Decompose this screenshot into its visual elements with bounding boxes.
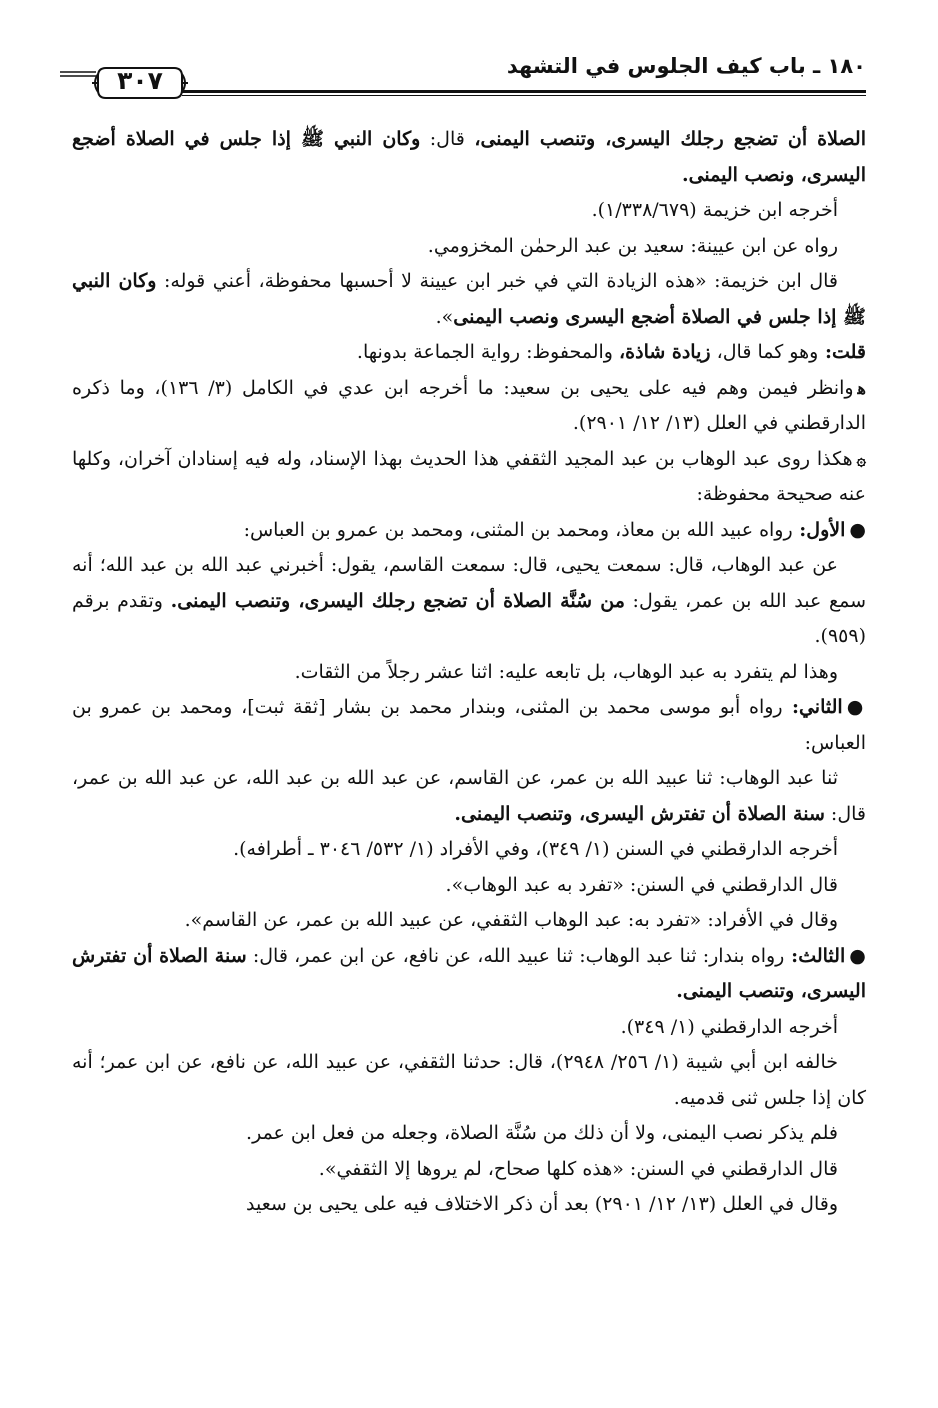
page-header — [72, 50, 866, 98]
text-l16a: الثالث: — [784, 944, 846, 967]
paragraph-2: أخرجه ابن خزيمة (١/٣٣٨/٦٧٩). — [591, 199, 838, 221]
paragraph-20: قال الدارقطني في السنن: «هذه كلها صحاح، لم يروها إلا الثقفي». — [318, 1157, 838, 1180]
bullet-icon: ● — [846, 696, 866, 718]
text-l4b: وكان النبي ﷺ إذا جلس في الصلاة أضجع اليسرى ونصب اليمنى — [72, 270, 866, 328]
text-l9c: وتقدم برقم (٩٥٩). — [72, 589, 866, 647]
text-l9a: عن عبد الوهاب، قال: سمعت يحيى، قال: سمعت القاسم، يقول: أخبرني عبد الله بن عبد الله؛ أنه سمع عبد الله بن عمر، يقول: — [72, 554, 867, 612]
paragraph-21: وقال في العلل (١٣/ ١٢/ ٢٩٠١) بعد أن ذكر الاختلاف فيه على يحيى بن سعيد — [246, 1193, 838, 1215]
text-l8b: رواه عبيد الله بن معاذ، ومحمد بن المثنى، ومحمد بن عمرو بن العباس: — [243, 518, 793, 541]
paragraph-18: خالفه ابن أبي شيبة (١/ ٢٥٦/ ٢٩٤٨)، قال: حدثنا الثقفي، عن عبيد الله، عن نافع، عن ابن عمر؛ أنه كان إذا جلس ثنى قدميه. — [72, 1051, 866, 1109]
paragraph-19: فلم يذكر نصب اليمنى، ولا أن ذلك من سُنَّة الصلاة، وجعله من فعل ابن عمر. — [246, 1122, 838, 1144]
page-number-ornament — [92, 62, 188, 104]
text-l12a: ثنا عبد الوهاب: ثنا عبيد الله بن عمر، عن القاسم، عن عبد الله بن عبد الله، عن عبد الله بن عمر، قال: — [72, 767, 866, 825]
paragraph-6 — [72, 371, 866, 442]
text-l6: وانظر فيمن وهم فيه على يحيى بن سعيد: ما أخرجه ابن عدي في الكامل (٣/ ١٣٦)، وما ذكره الدارقطني في العلل (١٣/ ١٢/ ٢٩٠١). — [72, 376, 866, 434]
text-l12b: سنة الصلاة أن تفترش اليسرى، وتنصب اليمنى. — [454, 802, 825, 825]
header-rule-thick — [182, 90, 866, 93]
section-mark-icon: ﻫ — [857, 378, 866, 398]
text-l4c: ». — [435, 305, 454, 328]
bullet-icon: ● — [849, 518, 866, 541]
paragraph-14: قال الدارقطني في السنن: «تفرد به عبد الوهاب». — [445, 873, 838, 896]
main-text — [72, 122, 866, 1223]
text-l4a: قال ابن خزيمة: «هذه الزيادة التي في خبر ابن عيينة لا أحسبها محفوظة، أعني قوله: — [156, 270, 839, 292]
running-title: ١٨٠ ـ باب كيف الجلوس في التشهد — [506, 54, 866, 78]
text-l11b: رواه أبو موسى محمد بن المثنى، وبندار محمد بن بشار [ثقة ثبت]، ومحمد بن عمرو بن العباس: — [72, 696, 866, 754]
paragraph-7 — [72, 442, 866, 513]
paragraph-4 — [72, 264, 866, 335]
paragraph-16 — [72, 939, 866, 1010]
paragraph-12 — [72, 761, 866, 832]
paragraph-8 — [72, 513, 866, 549]
text-l7: هكذا روى عبد الوهاب بن عبد المجيد الثقفي هذا الحديث بهذا الإسناد، وله فيه إسنادان آخران، وكلها عنه صحيحة محفوظة: — [72, 447, 866, 505]
text-l8a: الأول: — [792, 518, 846, 541]
text-l16c: سنة الصلاة أن تفترش اليسرى، وتنصب اليمنى. — [72, 944, 866, 1002]
text-l16b: رواه بندار: ثنا عبد الوهاب: ثنا عبيد الله، عن نافع، عن ابن عمر، قال: — [246, 944, 785, 967]
paragraph-15: وقال في الأفراد: «تفرد به: عبد الوهاب الثقفي، عن عبيد الله بن عمر، عن القاسم». — [184, 909, 838, 931]
section-star-icon: ۞ — [856, 449, 866, 469]
text-l9b: من سُنَّة الصلاة أن تضجع رجلك اليسرى، وتنصب اليمنى. — [170, 589, 625, 612]
text-l5a: قلت: — [818, 341, 866, 363]
paragraph-13: أخرجه الدارقطني في السنن (١/ ٣٤٩)، وفي الأفراد (١/ ٥٣٢/ ٣٠٤٦ ـ أطرافه). — [233, 838, 838, 860]
paragraph-9 — [72, 548, 866, 655]
text-l1a: الصلاة أن تضجع رجلك اليسرى، وتنصب اليمنى، — [474, 128, 866, 150]
paragraph-11 — [72, 690, 866, 761]
paragraph-10: وهذا لم يتفرد به عبد الوهاب، بل تابعه عليه: اثنا عشر رجلاً من الثقات. — [294, 660, 838, 683]
paragraph-5 — [72, 335, 866, 371]
header-rule-thin — [182, 95, 866, 96]
text-l5b: وهو كما قال، — [710, 341, 819, 363]
bullet-icon: ● — [849, 944, 866, 967]
text-l5d: والمحفوظ: رواية الجماعة بدونها. — [356, 341, 620, 363]
text-l1c: وكان النبي ﷺ إذا جلس في الصلاة أضجع اليسرى، ونصب اليمنى. — [72, 128, 866, 186]
text-l5c: زيادة شاذة، — [619, 341, 711, 363]
page-number: ٣٠٧ — [117, 66, 163, 95]
text-l11a: الثاني: — [782, 696, 843, 718]
ornament-dash-icon — [60, 70, 100, 78]
paragraph-3: رواه عن ابن عيينة: سعيد بن عبد الرحمٰن المخزومي. — [427, 234, 838, 257]
paragraph-1 — [72, 122, 866, 193]
paragraph-17: أخرجه الدارقطني (١/ ٣٤٩). — [620, 1015, 838, 1038]
text-l1b: قال: — [420, 128, 475, 150]
